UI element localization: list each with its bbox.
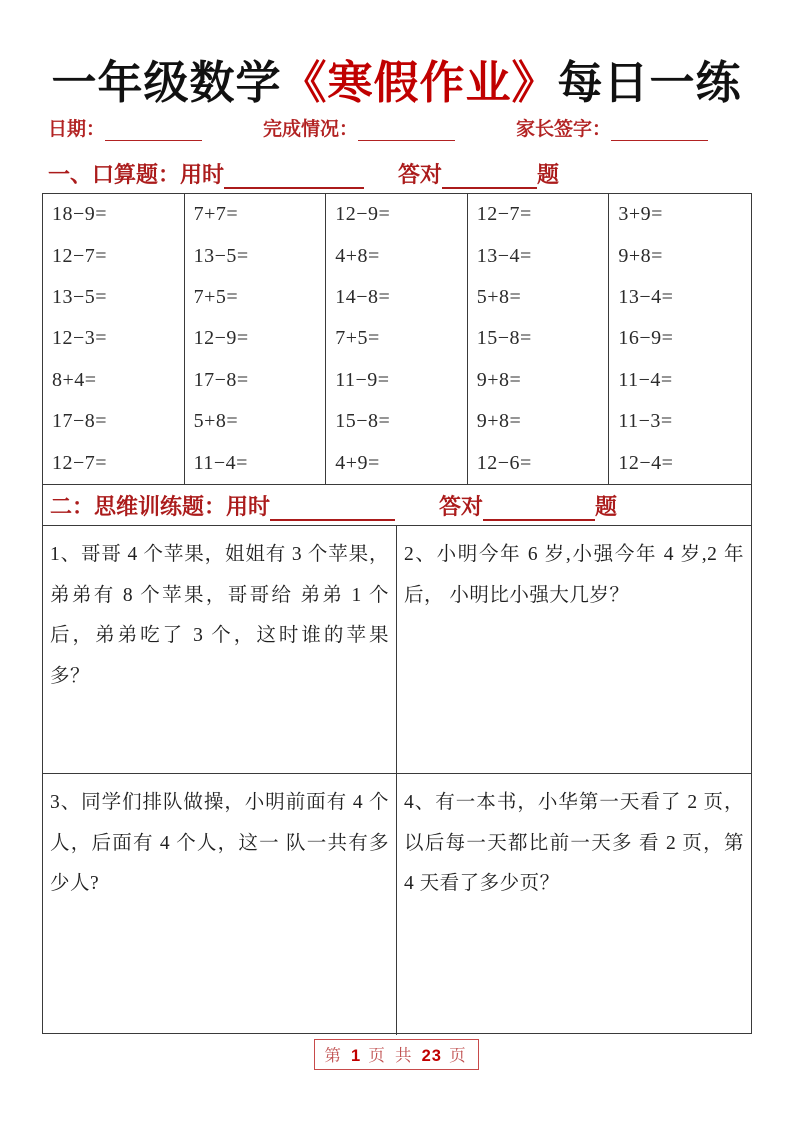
- page-title: [0, 46, 793, 111]
- section1-correct-blank: [442, 167, 537, 189]
- math-problem: 12−3=: [52, 327, 108, 350]
- math-problem: 11−9=: [335, 368, 390, 391]
- math-problem: 9+8=: [476, 368, 522, 391]
- math-problem: 12−7=: [52, 451, 108, 474]
- word-problem-1: 1、哥哥 4 个苹果，姐姐有 3 个苹果，弟弟有 8 个苹果，哥哥给 弟弟 1 个 后，弟弟吃了 3 个，这时谁的苹果多？: [43, 526, 397, 773]
- math-problem: 11−4=: [618, 368, 673, 391]
- math-problem: 13−4=: [476, 244, 532, 267]
- completion-field: [263, 114, 455, 141]
- math-problem: 17−8=: [193, 368, 249, 391]
- signature-blank-line: [611, 121, 708, 141]
- title-book-part: 《寒假作业》: [281, 58, 558, 108]
- word-problem-3: 3、同学们排队做操，小明前面有 4 个 人，后面有 4 个人，这一 队一共有多 少人?: [43, 774, 397, 1035]
- math-problem: 4+9=: [335, 451, 380, 474]
- date-label: 日期：: [48, 119, 106, 140]
- math-problem: 12−4=: [618, 451, 674, 474]
- math-problem: 4+8=: [335, 244, 380, 267]
- math-problem: 13−4=: [618, 285, 674, 308]
- math-problem: 8+4=: [52, 368, 97, 391]
- word-problem-row-1: [43, 526, 751, 773]
- section2-correct-label: 答对: [439, 493, 484, 519]
- math-problem: 5+8=: [476, 285, 522, 308]
- math-problem: 12−6=: [476, 451, 532, 474]
- word-problem-table: [43, 525, 751, 1035]
- completion-label: 完成情况：: [262, 119, 358, 140]
- date-blank-line: [105, 121, 202, 141]
- math-problem: 7+7=: [193, 203, 239, 226]
- word-problem-2: 2、小明今年 6 岁,小强今年 4 岁,2 年 后， 小明比小强大几岁？: [404, 544, 744, 606]
- math-problem: 14−8=: [335, 285, 391, 308]
- math-problem: 9+8=: [618, 244, 663, 267]
- section2-suffix: 题: [595, 493, 618, 519]
- word-problem-row-2: [43, 773, 751, 1035]
- math-problem: 12−7=: [476, 203, 532, 226]
- calc-column-2: [185, 194, 327, 484]
- page-indicator-box: [314, 1039, 478, 1070]
- page-number: 1: [351, 1047, 362, 1065]
- math-problem: 11−4=: [193, 451, 248, 474]
- section2-prefix: 二：思维训练题：用时: [50, 493, 271, 519]
- section1-suffix: 题: [537, 162, 560, 187]
- date-field: [48, 114, 202, 141]
- page-label-mid: 页 共: [368, 1046, 415, 1065]
- section1-heading: [48, 158, 559, 189]
- calc-table: [43, 194, 751, 484]
- calc-column-1: [43, 194, 185, 484]
- page-label-ye: 页: [449, 1046, 469, 1065]
- math-problem: 7+5=: [193, 285, 239, 308]
- worksheet-table: [42, 193, 752, 1034]
- signature-label: 家长签字：: [515, 119, 611, 140]
- section1-prefix: 一、口算题：用时: [48, 162, 225, 187]
- total-pages: 23: [421, 1047, 442, 1065]
- meta-row: [48, 114, 708, 141]
- section2-correct-blank: [483, 499, 595, 521]
- word-problem-4: 4、有一本书，小华第一天看了 2 页，以后每一天都比前一天多 看 2 页，第 4 天看了多少页？: [404, 792, 744, 895]
- math-problem: 3+9=: [618, 203, 663, 226]
- section2-heading: [50, 490, 617, 521]
- completion-blank-line: [358, 121, 455, 141]
- math-problem: 15−8=: [335, 410, 391, 433]
- section1-correct-label: 答对: [398, 162, 443, 187]
- calc-column-5: [609, 194, 751, 484]
- math-problem: 9+8=: [476, 410, 522, 433]
- math-problem: 7+5=: [335, 327, 380, 350]
- calc-column-4: [468, 194, 610, 484]
- section2-time-blank: [270, 499, 395, 521]
- title-grade-part: 一年级数学: [51, 58, 282, 108]
- math-problem: 16−9=: [618, 327, 674, 350]
- math-problem: 5+8=: [193, 410, 239, 433]
- calc-column-3: [326, 194, 468, 484]
- section1-time-blank: [224, 167, 364, 189]
- math-problem: 12−9=: [335, 203, 391, 226]
- section2-heading-row: [43, 484, 751, 525]
- math-problem: 13−5=: [193, 244, 249, 267]
- math-problem: 18−9=: [52, 203, 108, 226]
- math-problem: 11−3=: [618, 410, 673, 433]
- signature-field: [516, 114, 708, 141]
- math-problem: 15−8=: [476, 327, 532, 350]
- math-problem: 12−9=: [193, 327, 249, 350]
- math-problem: 13−5=: [52, 285, 108, 308]
- math-problem: 12−7=: [52, 244, 108, 267]
- math-problem: 17−8=: [52, 410, 108, 433]
- page-footer: [0, 1039, 793, 1070]
- page-label-di: 第: [324, 1046, 344, 1065]
- title-daily-part: 每日一练: [557, 58, 742, 108]
